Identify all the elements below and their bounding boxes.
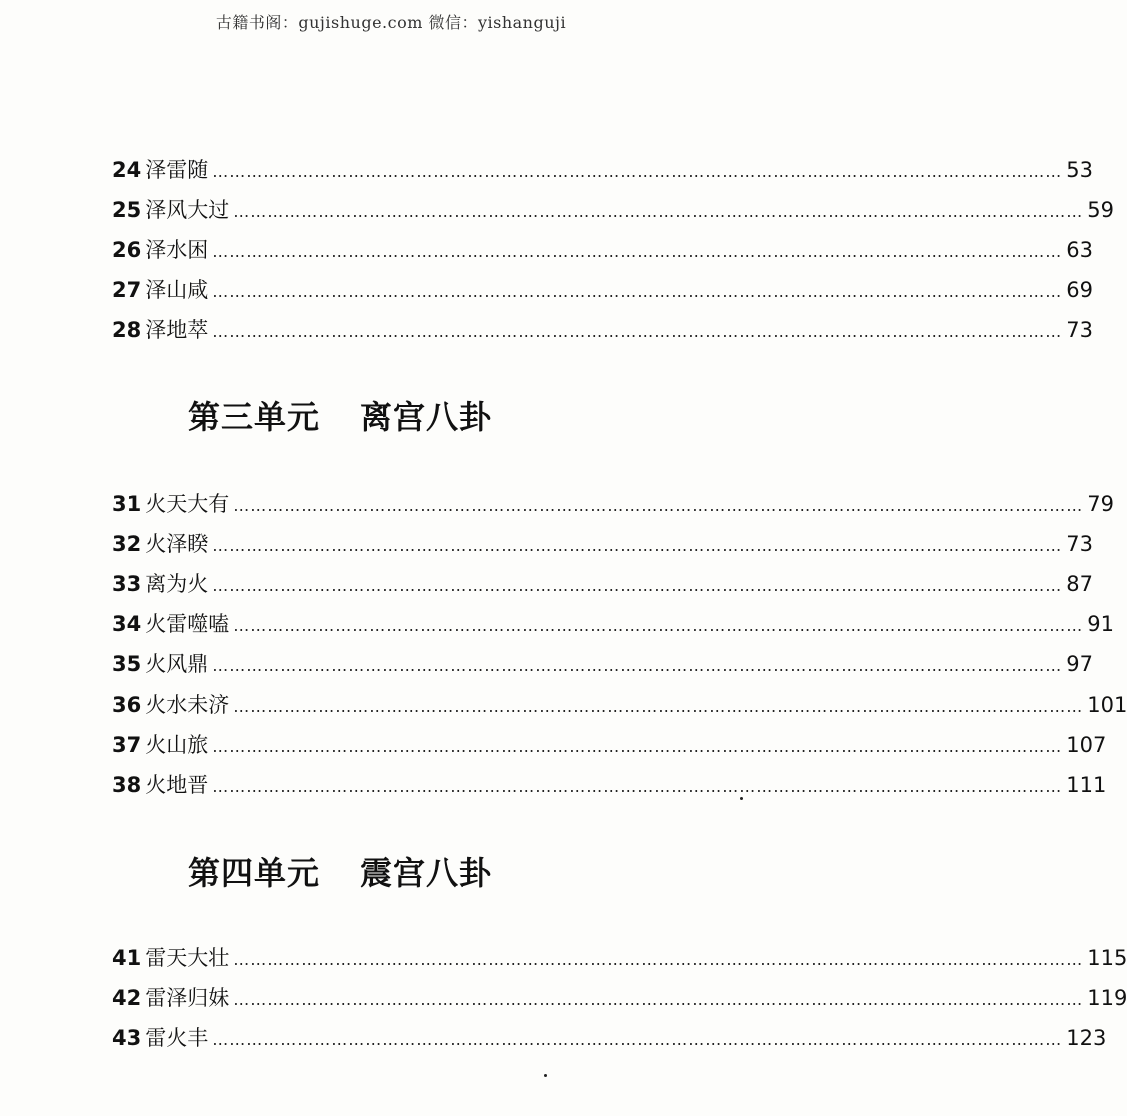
leader-dots: …………………………………………………………………………………………………………………………………… (212, 322, 1063, 341)
entry-page: 63 (1066, 238, 1093, 262)
entry-title: 火泽睽 (145, 532, 209, 556)
entry-title: 泽雷随 (145, 158, 209, 182)
entry-title: 火天大有 (145, 492, 230, 516)
unit-label: 第三单元 (188, 398, 321, 436)
entry-page: 119 (1087, 986, 1127, 1010)
entry-number: 36 (112, 693, 142, 717)
leader-dots: …………………………………………………………………………………………………………………………………… (233, 202, 1084, 221)
entry-title: 泽风大过 (145, 198, 230, 222)
entry-title: 火地晋 (145, 773, 209, 797)
entry-page: 111 (1066, 773, 1107, 797)
entry-title: 泽地萃 (145, 318, 209, 342)
entry-title: 泽水困 (145, 238, 209, 262)
toc-entry (112, 568, 1093, 600)
leader-dots: …………………………………………………………………………………………………………………………………… (212, 282, 1063, 301)
toc-entry (112, 648, 1093, 680)
toc-entry (112, 528, 1093, 560)
leader-dots: …………………………………………………………………………………………………………………………………… (212, 737, 1063, 756)
entry-number: 43 (112, 1026, 142, 1050)
unit-heading (188, 392, 492, 438)
leader-dots: …………………………………………………………………………………………………………………………………… (212, 1030, 1063, 1049)
entry-number: 42 (112, 986, 142, 1010)
entry-page: 73 (1066, 318, 1093, 342)
leader-dots: …………………………………………………………………………………………………………………………………… (212, 162, 1063, 181)
toc-entry (112, 942, 1127, 974)
entry-page: 73 (1066, 532, 1093, 556)
entry-page: 53 (1066, 158, 1093, 182)
toc-entry (112, 274, 1093, 306)
scan-speck (740, 797, 743, 800)
entry-page: 59 (1087, 198, 1114, 222)
entry-title: 雷天大壮 (145, 946, 230, 970)
toc-entry (112, 1022, 1107, 1054)
leader-dots: …………………………………………………………………………………………………………………………………… (233, 990, 1084, 1009)
entry-number: 24 (112, 158, 142, 182)
leader-dots: …………………………………………………………………………………………………………………………………… (212, 777, 1063, 796)
entry-title: 火水未济 (145, 693, 230, 717)
entry-title: 雷泽归妹 (145, 986, 230, 1010)
entry-page: 91 (1087, 612, 1114, 636)
entry-number: 28 (112, 318, 142, 342)
toc-entry (112, 769, 1107, 801)
entry-number: 27 (112, 278, 142, 302)
entry-number: 34 (112, 612, 142, 636)
toc-entry (112, 154, 1093, 186)
toc-entry (112, 234, 1093, 266)
toc-entry (112, 194, 1114, 226)
toc-entry (112, 608, 1114, 640)
leader-dots: …………………………………………………………………………………………………………………………………… (212, 536, 1063, 555)
entry-page: 69 (1066, 278, 1093, 302)
leader-dots: …………………………………………………………………………………………………………………………………… (212, 576, 1063, 595)
entry-number: 26 (112, 238, 142, 262)
entry-number: 41 (112, 946, 142, 970)
scan-speck (544, 1074, 547, 1077)
toc-entry (112, 982, 1127, 1014)
leader-dots: …………………………………………………………………………………………………………………………………… (212, 242, 1063, 261)
entry-page: 115 (1087, 946, 1127, 970)
entry-title: 泽山咸 (145, 278, 209, 302)
entry-number: 33 (112, 572, 142, 596)
leader-dots: …………………………………………………………………………………………………………………………………… (233, 950, 1084, 969)
entry-number: 38 (112, 773, 142, 797)
entry-number: 35 (112, 652, 142, 676)
entry-number: 32 (112, 532, 142, 556)
toc-entry (112, 314, 1093, 346)
entry-title: 火雷噬嗑 (145, 612, 230, 636)
entry-title: 火山旅 (145, 733, 209, 757)
palace-label: 离宫八卦 (360, 398, 493, 436)
unit-label: 第四单元 (188, 854, 321, 892)
leader-dots: …………………………………………………………………………………………………………………………………… (233, 697, 1084, 716)
entry-title: 火风鼎 (145, 652, 209, 676)
unit-heading (188, 848, 492, 894)
entry-title: 雷火丰 (145, 1026, 209, 1050)
entry-page: 107 (1066, 733, 1107, 757)
leader-dots: …………………………………………………………………………………………………………………………………… (212, 656, 1063, 675)
entry-number: 25 (112, 198, 142, 222)
leader-dots: …………………………………………………………………………………………………………………………………… (233, 496, 1084, 515)
watermark-text: 古籍书阁：gujishuge.com 微信：yishanguji (215, 13, 567, 32)
entry-page: 101 (1087, 693, 1127, 717)
toc-entry (112, 689, 1127, 721)
palace-label: 震宫八卦 (360, 854, 493, 892)
entry-page: 87 (1066, 572, 1093, 596)
entry-page: 79 (1087, 492, 1114, 516)
entry-number: 37 (112, 733, 142, 757)
leader-dots: …………………………………………………………………………………………………………………………………… (233, 616, 1084, 635)
toc-entry (112, 488, 1114, 520)
entry-title: 离为火 (145, 572, 209, 596)
entry-number: 31 (112, 492, 142, 516)
toc-entry (112, 729, 1107, 761)
entry-page: 97 (1066, 652, 1093, 676)
entry-page: 123 (1066, 1026, 1107, 1050)
